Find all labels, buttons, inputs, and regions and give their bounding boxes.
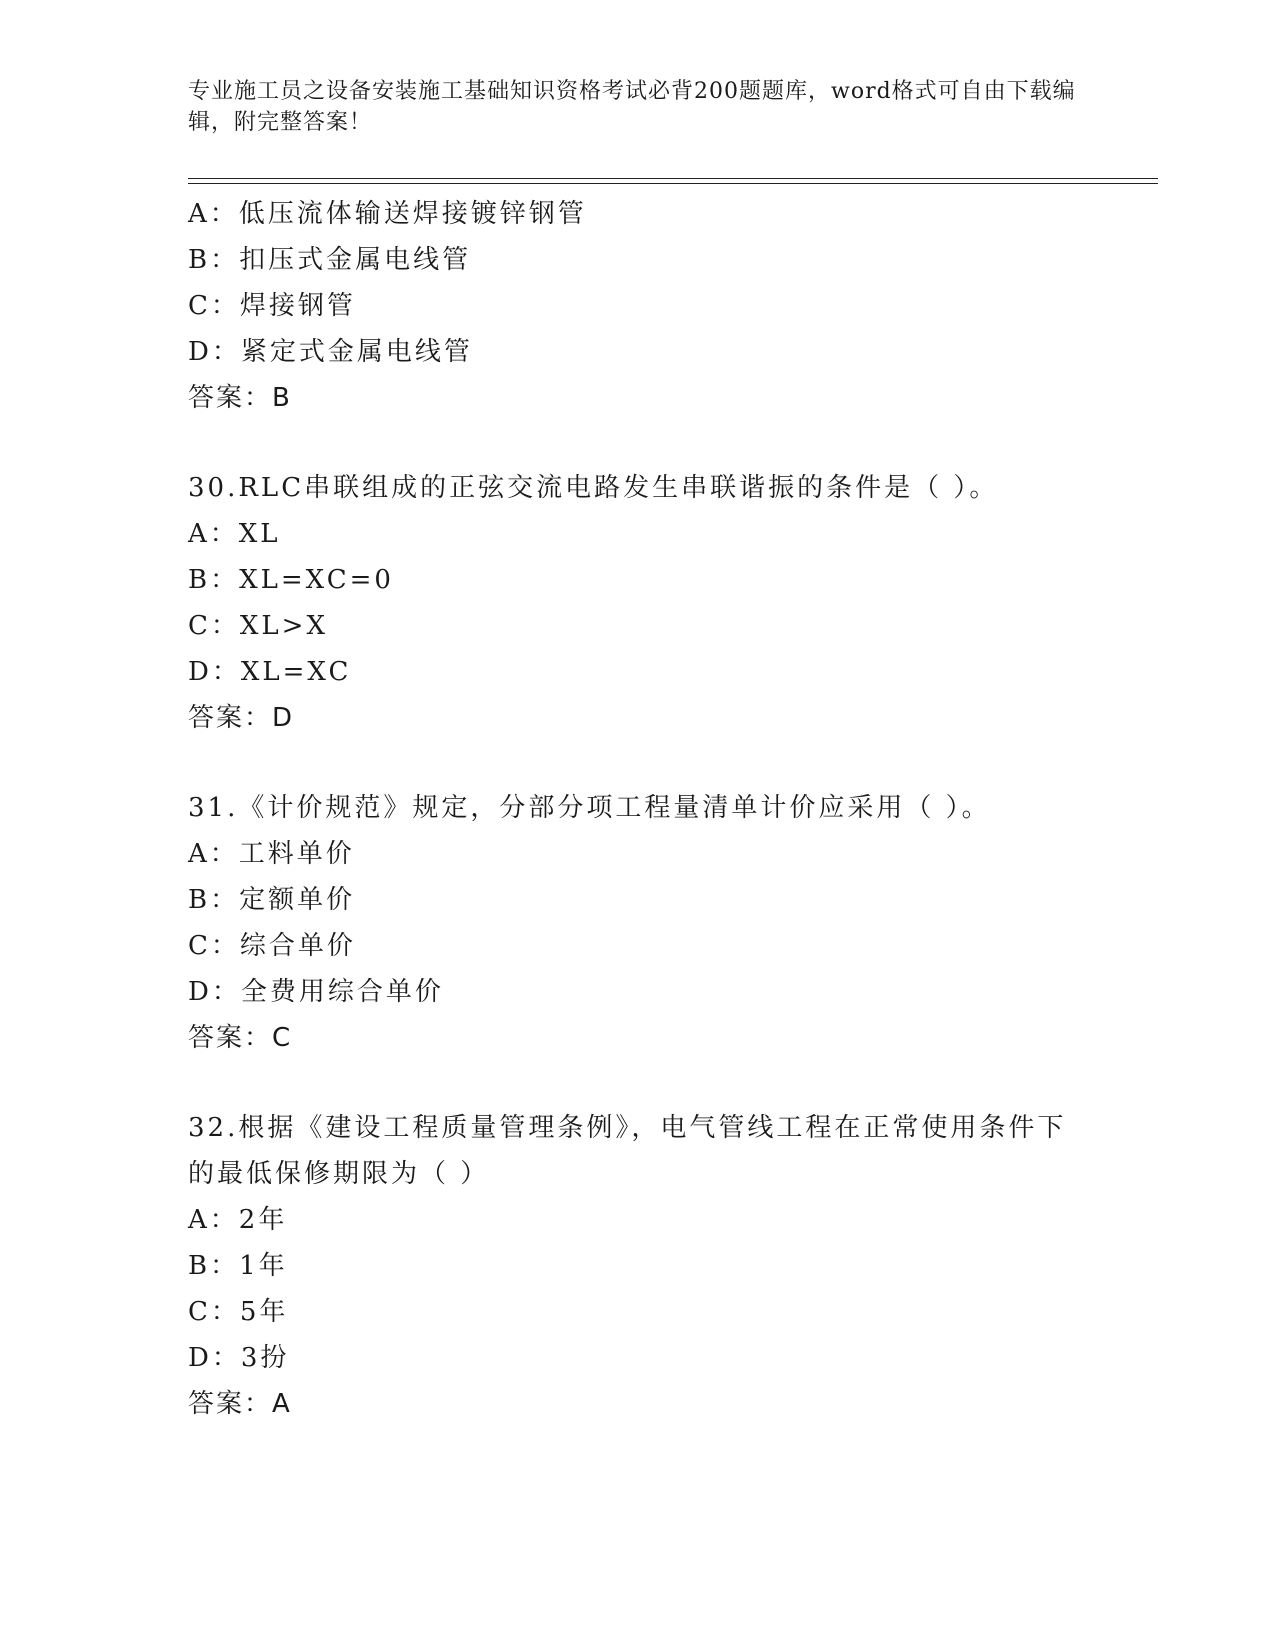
spacer	[188, 421, 1148, 465]
option-d: D：3扮	[188, 1343, 290, 1373]
option-c: C：XL>X	[188, 611, 328, 641]
option-b: B：XL=XC=0	[188, 565, 394, 595]
answer-line: 答案：A	[188, 1389, 292, 1419]
option-a: A：工料单价	[188, 839, 355, 869]
question-stem: 32.根据《建设工程质量管理条例》，电气管线工程在正常使用条件下的最低保修期限为（ ）	[188, 1113, 1067, 1189]
spacer	[188, 741, 1148, 785]
question-list	[188, 191, 1148, 1427]
question-stem: 30.RLC串联组成的正弦交流电路发生串联谐振的条件是（ ）。	[188, 473, 999, 503]
header-divider-bottom	[188, 183, 1158, 184]
option-a: A：2年	[188, 1205, 288, 1235]
option-a: A：XL	[188, 519, 281, 549]
option-c: C：5年	[188, 1297, 289, 1327]
option-d: D：全费用综合单价	[188, 977, 444, 1007]
question-30	[188, 465, 1148, 741]
spacer	[188, 1061, 1148, 1105]
question-29-continued	[188, 191, 1148, 421]
option-b: B：定额单价	[188, 885, 356, 915]
option-a: A：低压流体输送焊接镀锌钢管	[188, 199, 587, 229]
option-b: B：1年	[188, 1251, 288, 1281]
option-d: D：紧定式金属电线管	[188, 337, 473, 367]
option-b: B：扣压式金属电线管	[188, 245, 472, 275]
answer-line: 答案：D	[188, 703, 295, 733]
header-divider-top	[188, 178, 1158, 179]
answer-line: 答案：C	[188, 1023, 293, 1053]
option-c: C：焊接钢管	[188, 291, 356, 321]
question-stem: 31.《计价规范》规定，分部分项工程量清单计价应采用（ ）。	[188, 793, 991, 823]
question-31	[188, 785, 1148, 1061]
document-header: 专业施工员之设备安装施工基础知识资格考试必背200题题库，word格式可自由下载编辑，附完整答案！	[188, 79, 1076, 135]
option-d: D：XL=XC	[188, 657, 352, 687]
option-c: C：综合单价	[188, 931, 356, 961]
answer-line: 答案：B	[188, 383, 292, 413]
question-32	[188, 1105, 1148, 1427]
